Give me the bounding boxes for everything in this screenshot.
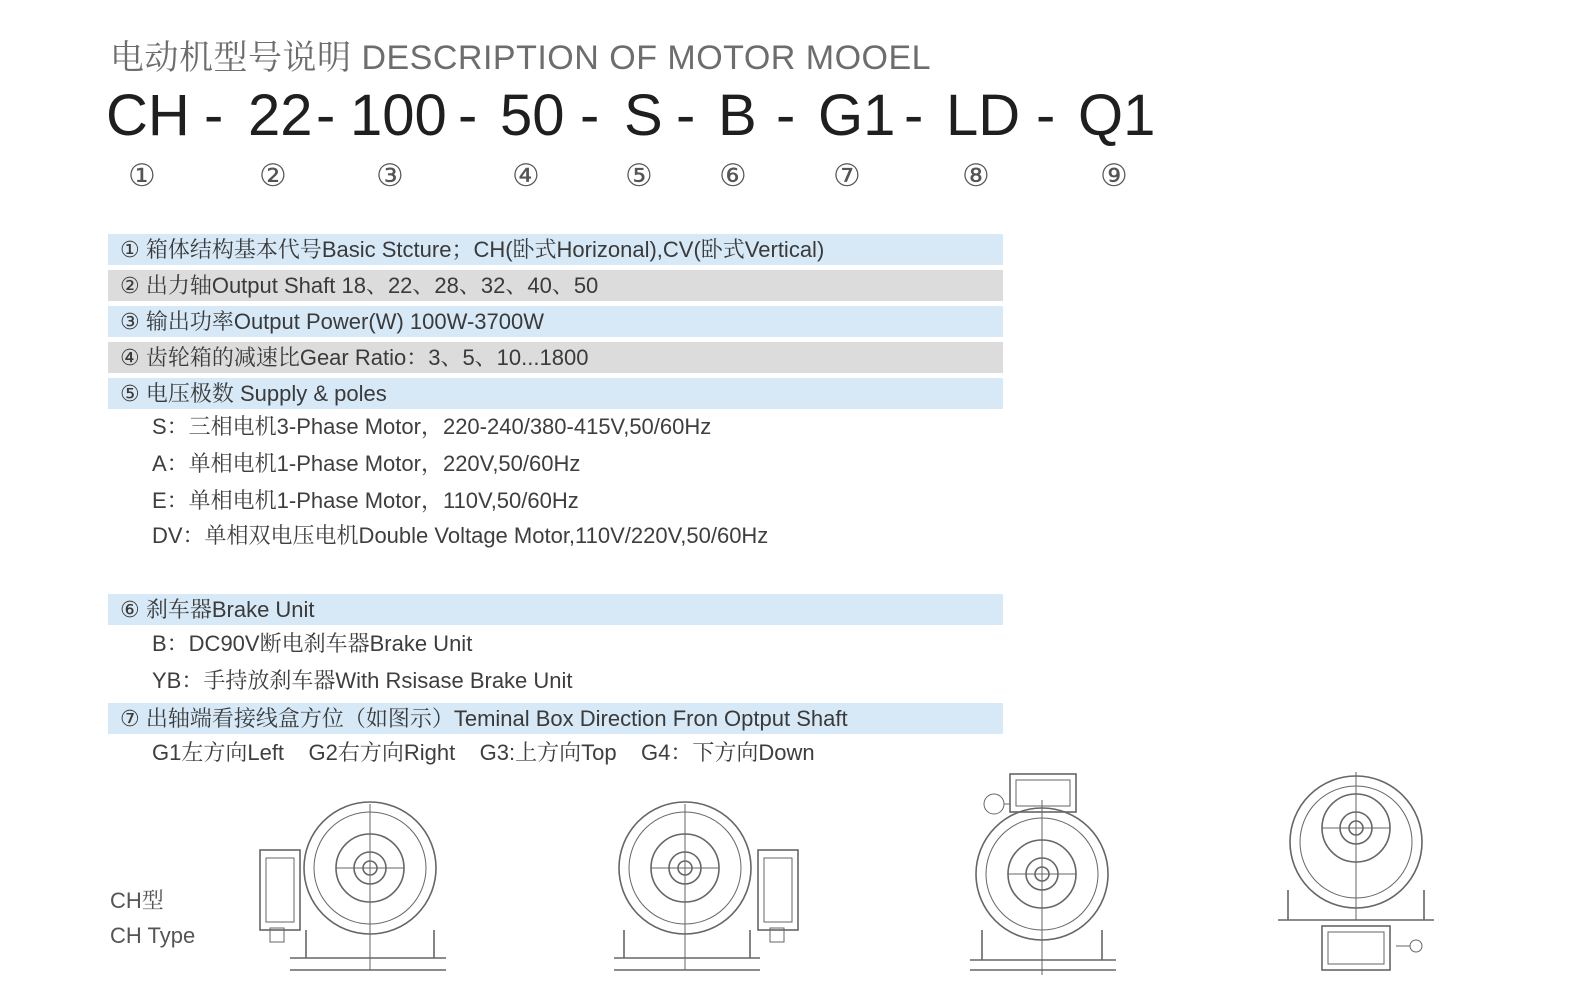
- spec-row-brake: ⑥ 刹车器Brake Unit: [108, 594, 1003, 625]
- index-number-7: ⑦: [833, 158, 861, 193]
- code-separator: -: [316, 83, 336, 148]
- supply-option-s: S：三相电机3-Phase Motor，220-240/380-415V,50/60Hz: [152, 414, 712, 439]
- spec-row-shaft: ② 出力轴Output Shaft 18、22、28、32、40、50: [108, 270, 1003, 301]
- code-part-mount: LD: [946, 83, 1021, 148]
- index-number-9: ⑨: [1100, 158, 1128, 193]
- code-separator: -: [204, 83, 224, 148]
- code-part-power: 100: [350, 83, 447, 148]
- brake-option-yb: YB：手持放刹车器With Rsisase Brake Unit: [152, 668, 573, 693]
- code-part-terminal: G1: [818, 83, 896, 148]
- code-separator: -: [904, 83, 924, 148]
- brake-option-b: B：DC90V断电刹车器Brake Unit: [152, 631, 473, 656]
- motor-diagram-g4-down: [1270, 770, 1440, 980]
- motor-diagram-g1-left: [250, 800, 450, 980]
- model-code: [106, 82, 1166, 154]
- index-number-3: ③: [376, 158, 404, 193]
- motor-diagram-g2-right: [610, 800, 810, 980]
- spec-row-terminal: ⑦ 出轴端看接线盒方位（如图示）Teminal Box Direction Fron Optput Shaft: [108, 703, 1003, 734]
- index-number-6: ⑥: [719, 158, 747, 193]
- index-number-4: ④: [512, 158, 540, 193]
- index-number-5: ⑤: [625, 158, 653, 193]
- terminal-options: G1左方向Left G2右方向Right G3:上方向Top G4：下方向Down: [152, 740, 815, 765]
- motor-diagram-g3-top: [970, 770, 1130, 980]
- page-title: 电动机型号说明 DESCRIPTION OF MOTOR MOOEL: [110, 39, 932, 77]
- index-number-2: ②: [259, 158, 287, 193]
- code-part-ratio: 50: [500, 83, 565, 148]
- spec-row-power: ③ 输出功率Output Power(W) 100W-3700W: [108, 306, 1003, 337]
- code-part-structure: CH: [106, 83, 190, 148]
- code-part-shaft: 22: [248, 83, 313, 148]
- index-number-8: ⑧: [962, 158, 990, 193]
- code-separator: -: [580, 83, 600, 148]
- code-separator: -: [1036, 83, 1056, 148]
- code-separator: -: [458, 83, 478, 148]
- ch-type-label-en: CH Type: [110, 923, 196, 948]
- code-part-option: Q1: [1078, 83, 1156, 148]
- index-number-1: ①: [128, 158, 156, 193]
- supply-option-dv: DV：单相双电压电机Double Voltage Motor,110V/220V,50/60Hz: [152, 523, 769, 548]
- spec-row-structure: ① 箱体结构基本代号Basic Stcture；CH(卧式Horizonal),CV(卧式Vertical): [108, 234, 1003, 265]
- ch-type-label-cn: CH型: [110, 888, 164, 913]
- code-part-brake: B: [718, 83, 757, 148]
- spec-row-ratio: ④ 齿轮箱的减速比Gear Ratio：3、5、10...1800: [108, 342, 1003, 373]
- supply-option-a: A：单相电机1-Phase Motor，220V,50/60Hz: [152, 451, 581, 476]
- supply-option-e: E：单相电机1-Phase Motor，110V,50/60Hz: [152, 488, 579, 513]
- code-separator: -: [676, 83, 696, 148]
- spec-row-supply: ⑤ 电压极数 Supply & poles: [108, 378, 1003, 409]
- code-separator: -: [776, 83, 796, 148]
- code-part-supply: S: [624, 83, 663, 148]
